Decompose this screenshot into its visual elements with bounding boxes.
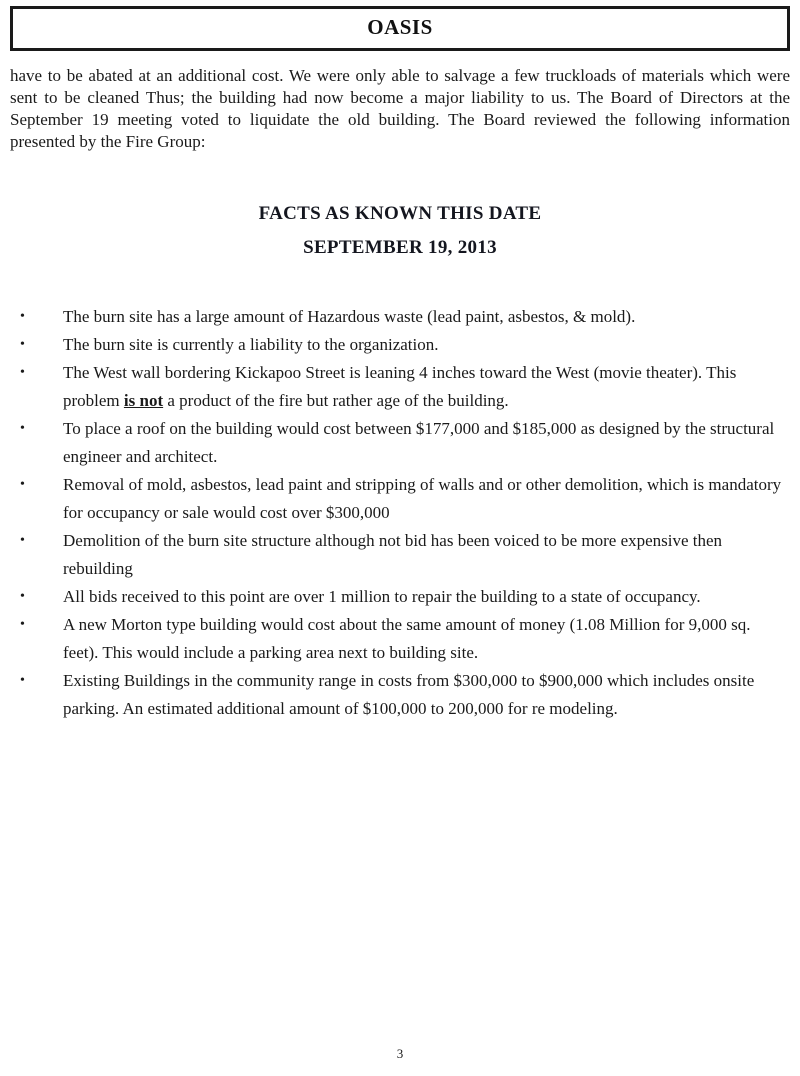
section-headings xyxy=(10,203,790,259)
bullet-icon: • xyxy=(20,589,25,604)
fact-item xyxy=(10,331,790,359)
fact-text: Removal of mold, asbestos, lead paint and stripping of walls and or other demolition, which is mandatory for occupancy or sale would cost over $300,000 xyxy=(63,475,782,522)
bullet-icon: • xyxy=(20,533,25,548)
fact-text: To place a roof on the building would cost between $177,000 and $185,000 as designed by the structural engineer and architect. xyxy=(63,419,775,466)
fact-item xyxy=(10,471,790,527)
bullet-icon: • xyxy=(20,673,25,688)
bullet-icon: • xyxy=(20,337,25,352)
fact-item xyxy=(10,611,790,667)
fact-item xyxy=(10,359,790,415)
fact-item xyxy=(10,527,790,583)
fact-text: The West wall bordering Kickapoo Street is leaning 4 inches toward the West (movie theater). This problem is not a product of the fire but rather age of the building. xyxy=(63,363,737,410)
bullet-icon: • xyxy=(20,477,25,492)
fact-text: Demolition of the burn site structure although not bid has been voiced to be more expensive then rebuilding xyxy=(63,531,723,578)
bullet-icon: • xyxy=(20,309,25,324)
page-number: 3 xyxy=(396,1046,404,1061)
document-header xyxy=(10,6,790,51)
fact-text: Existing Buildings in the community range in costs from $300,000 to $900,000 which includes onsite parking. An estimated additional amount of $100,000 to 200,000 for re modeling. xyxy=(63,671,755,718)
fact-item xyxy=(10,415,790,471)
bullet-icon: • xyxy=(20,617,25,632)
bullet-icon: • xyxy=(20,365,25,380)
facts-list xyxy=(10,303,790,723)
fact-text: All bids received to this point are over 1 million to repair the building to a state of occupancy. xyxy=(63,587,701,606)
fact-item xyxy=(10,583,790,611)
section-heading-date: SEPTEMBER 19, 2013 xyxy=(303,237,497,258)
document-title: OASIS xyxy=(367,15,433,39)
bullet-icon: • xyxy=(20,421,25,436)
fact-item xyxy=(10,303,790,331)
intro-paragraph: have to be abated at an additional cost. We were only able to salvage a few truckloads of materials which were sent to be cleaned Thus; the building had now become a major liability to us. The Board of Directors at the September 19 meeting voted to liquidate the old building. The Board reviewed the following information presented by the Fire Group: xyxy=(10,66,790,151)
fact-text: A new Morton type building would cost about the same amount of money (1.08 Million for 9,000 sq. feet). This would include a parking area next to building site. xyxy=(63,615,751,662)
fact-item xyxy=(10,667,790,723)
fact-text: The burn site is currently a liability to the organization. xyxy=(63,335,439,354)
fact-text: The burn site has a large amount of Hazardous waste (lead paint, asbestos, & mold). xyxy=(63,307,636,326)
section-heading-facts: FACTS AS KNOWN THIS DATE xyxy=(258,203,542,224)
page-footer xyxy=(0,1046,800,1062)
